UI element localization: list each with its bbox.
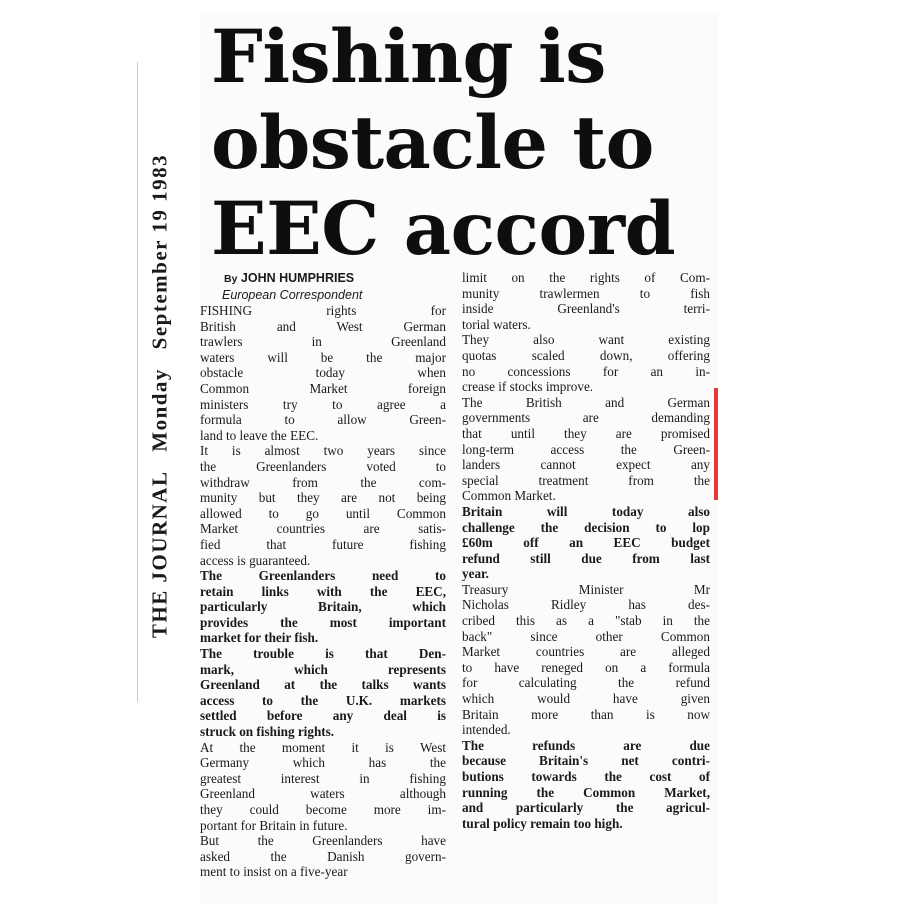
headline-line: Fishing is <box>211 14 606 100</box>
byline-role: European Correspondent <box>222 288 363 302</box>
text-line: Market countries are satis- <box>200 521 446 537</box>
text-line: Common Market foreign <box>200 380 446 396</box>
text-line: withdraw from the com- <box>200 474 446 490</box>
text-line: the Greenlanders voted to <box>200 458 446 474</box>
article-paragraph <box>200 833 446 880</box>
article-paragraph <box>462 582 710 738</box>
text-line: quotas scaled down, offering <box>462 347 710 363</box>
text-line: refund still due from last <box>462 550 710 566</box>
article-body-right <box>462 270 710 831</box>
byline-author: JOHN HUMPHRIES <box>240 271 355 285</box>
text-line: But the Greenlanders have <box>200 833 446 849</box>
text-line: long-term access the Green- <box>462 441 710 457</box>
text-line: ministers try to agree a <box>200 396 446 412</box>
text-line: Greenland at the talks wants <box>200 677 446 693</box>
text-line: Britain will today also <box>462 503 710 519</box>
text-line: obstacle today when <box>200 365 446 381</box>
article-paragraph <box>200 568 446 646</box>
text-line: cribed this as a "stab in the <box>462 613 710 629</box>
article-paragraph <box>462 395 710 504</box>
text-line: crease if stocks improve. <box>462 379 594 395</box>
article-paragraph <box>200 740 446 834</box>
text-line: They also want existing <box>462 332 710 348</box>
text-line: that until they are promised <box>462 425 710 441</box>
text-line: asked the Danish govern- <box>200 848 446 864</box>
text-line: The British and German <box>462 394 710 410</box>
text-line: land to leave the EEC. <box>200 427 319 443</box>
text-line: landers cannot expect any <box>462 457 710 473</box>
article-paragraph <box>200 443 446 568</box>
text-line: fied that future fishing <box>200 536 446 552</box>
text-line: and particularly the agricul- <box>462 800 710 816</box>
text-line: no concessions for an in- <box>462 363 710 379</box>
text-line: Britain more than is now <box>462 706 710 722</box>
text-line: governments are demanding <box>462 410 710 426</box>
text-line: Treasury Minister Mr <box>462 581 710 597</box>
text-line: It is almost two years since <box>200 443 446 459</box>
text-line: inside Greenland's terri- <box>462 301 710 317</box>
text-line: Germany which has the <box>200 755 446 771</box>
text-line: ment to insist on a five-year <box>200 864 348 880</box>
text-line: The trouble is that Den- <box>200 646 446 662</box>
text-line: to have reneged on a formula <box>462 659 710 675</box>
text-line: British and West German <box>200 318 446 334</box>
text-line: back" since other Common <box>462 628 710 644</box>
text-line: intended. <box>462 722 511 738</box>
text-line: which would have given <box>462 691 710 707</box>
red-margin-marker <box>714 388 718 500</box>
text-line: limit on the rights of Com- <box>462 270 710 285</box>
headline-line: EEC accord <box>211 186 676 272</box>
text-line: The refunds are due <box>462 737 710 753</box>
text-line: torial waters. <box>462 316 531 332</box>
article-paragraph <box>200 646 446 740</box>
text-line: trawlers in Greenland <box>200 334 446 350</box>
text-line: market for their fish. <box>200 630 319 646</box>
byline-prefix: By <box>224 273 238 285</box>
text-line: Greenland waters although <box>200 786 446 802</box>
headline-line: obstacle to <box>211 100 654 186</box>
text-line: running the Common Market, <box>462 784 710 800</box>
text-line: waters will be the major <box>200 349 446 365</box>
text-line: access to the U.K. markets <box>200 692 446 708</box>
text-line: particularly Britain, which <box>200 599 446 615</box>
text-line: special treatment from the <box>462 472 710 488</box>
article-column-right <box>462 270 710 831</box>
text-line: settled before any deal is <box>200 708 446 724</box>
article-paragraph <box>462 738 710 832</box>
article-column-left <box>200 270 446 880</box>
text-line: £60m off an EEC budget <box>462 535 710 551</box>
masthead-date: September 19 1983 <box>147 153 172 350</box>
text-line: Common Market. <box>462 488 556 504</box>
text-line: portant for Britain in future. <box>200 817 348 833</box>
text-line: year. <box>462 566 489 582</box>
text-line: At the moment it is West <box>200 739 446 755</box>
headline <box>211 14 711 272</box>
text-line: munity trawlermen to fish <box>462 285 710 301</box>
byline <box>200 270 446 287</box>
text-line: FISHING rights for <box>200 303 446 318</box>
text-line: provides the most important <box>200 614 446 630</box>
masthead-paper: THE JOURNAL <box>147 470 172 639</box>
article-paragraph <box>200 303 446 443</box>
text-line: Market countries are alleged <box>462 644 710 660</box>
text-line: they could become more im- <box>200 802 446 817</box>
masthead-vertical <box>148 142 173 638</box>
text-line: allowed to go until Common <box>200 505 446 521</box>
text-line: access is guaranteed. <box>200 552 311 568</box>
text-line: tural policy remain too high. <box>462 815 623 831</box>
article-paragraph <box>462 504 710 582</box>
masthead-day: Monday <box>147 368 172 452</box>
text-line: mark, which represents <box>200 661 446 677</box>
article-paragraph <box>462 270 710 332</box>
article-body-left <box>200 303 446 880</box>
text-line: challenge the decision to lop <box>462 519 710 535</box>
text-line: for calculating the refund <box>462 675 710 691</box>
text-line: butions towards the cost of <box>462 769 710 784</box>
text-line: Nicholas Ridley has des- <box>462 597 710 613</box>
text-line: formula to allow Green- <box>200 412 446 428</box>
text-line: retain links with the EEC, <box>200 583 446 599</box>
text-line: The Greenlanders need to <box>200 568 446 584</box>
article-paragraph <box>462 332 710 394</box>
text-line: struck on fishing rights. <box>200 724 335 740</box>
text-line: munity but they are not being <box>200 490 446 506</box>
text-line: greatest interest in fishing <box>200 770 446 786</box>
text-line: because Britain's net contri- <box>462 753 710 769</box>
